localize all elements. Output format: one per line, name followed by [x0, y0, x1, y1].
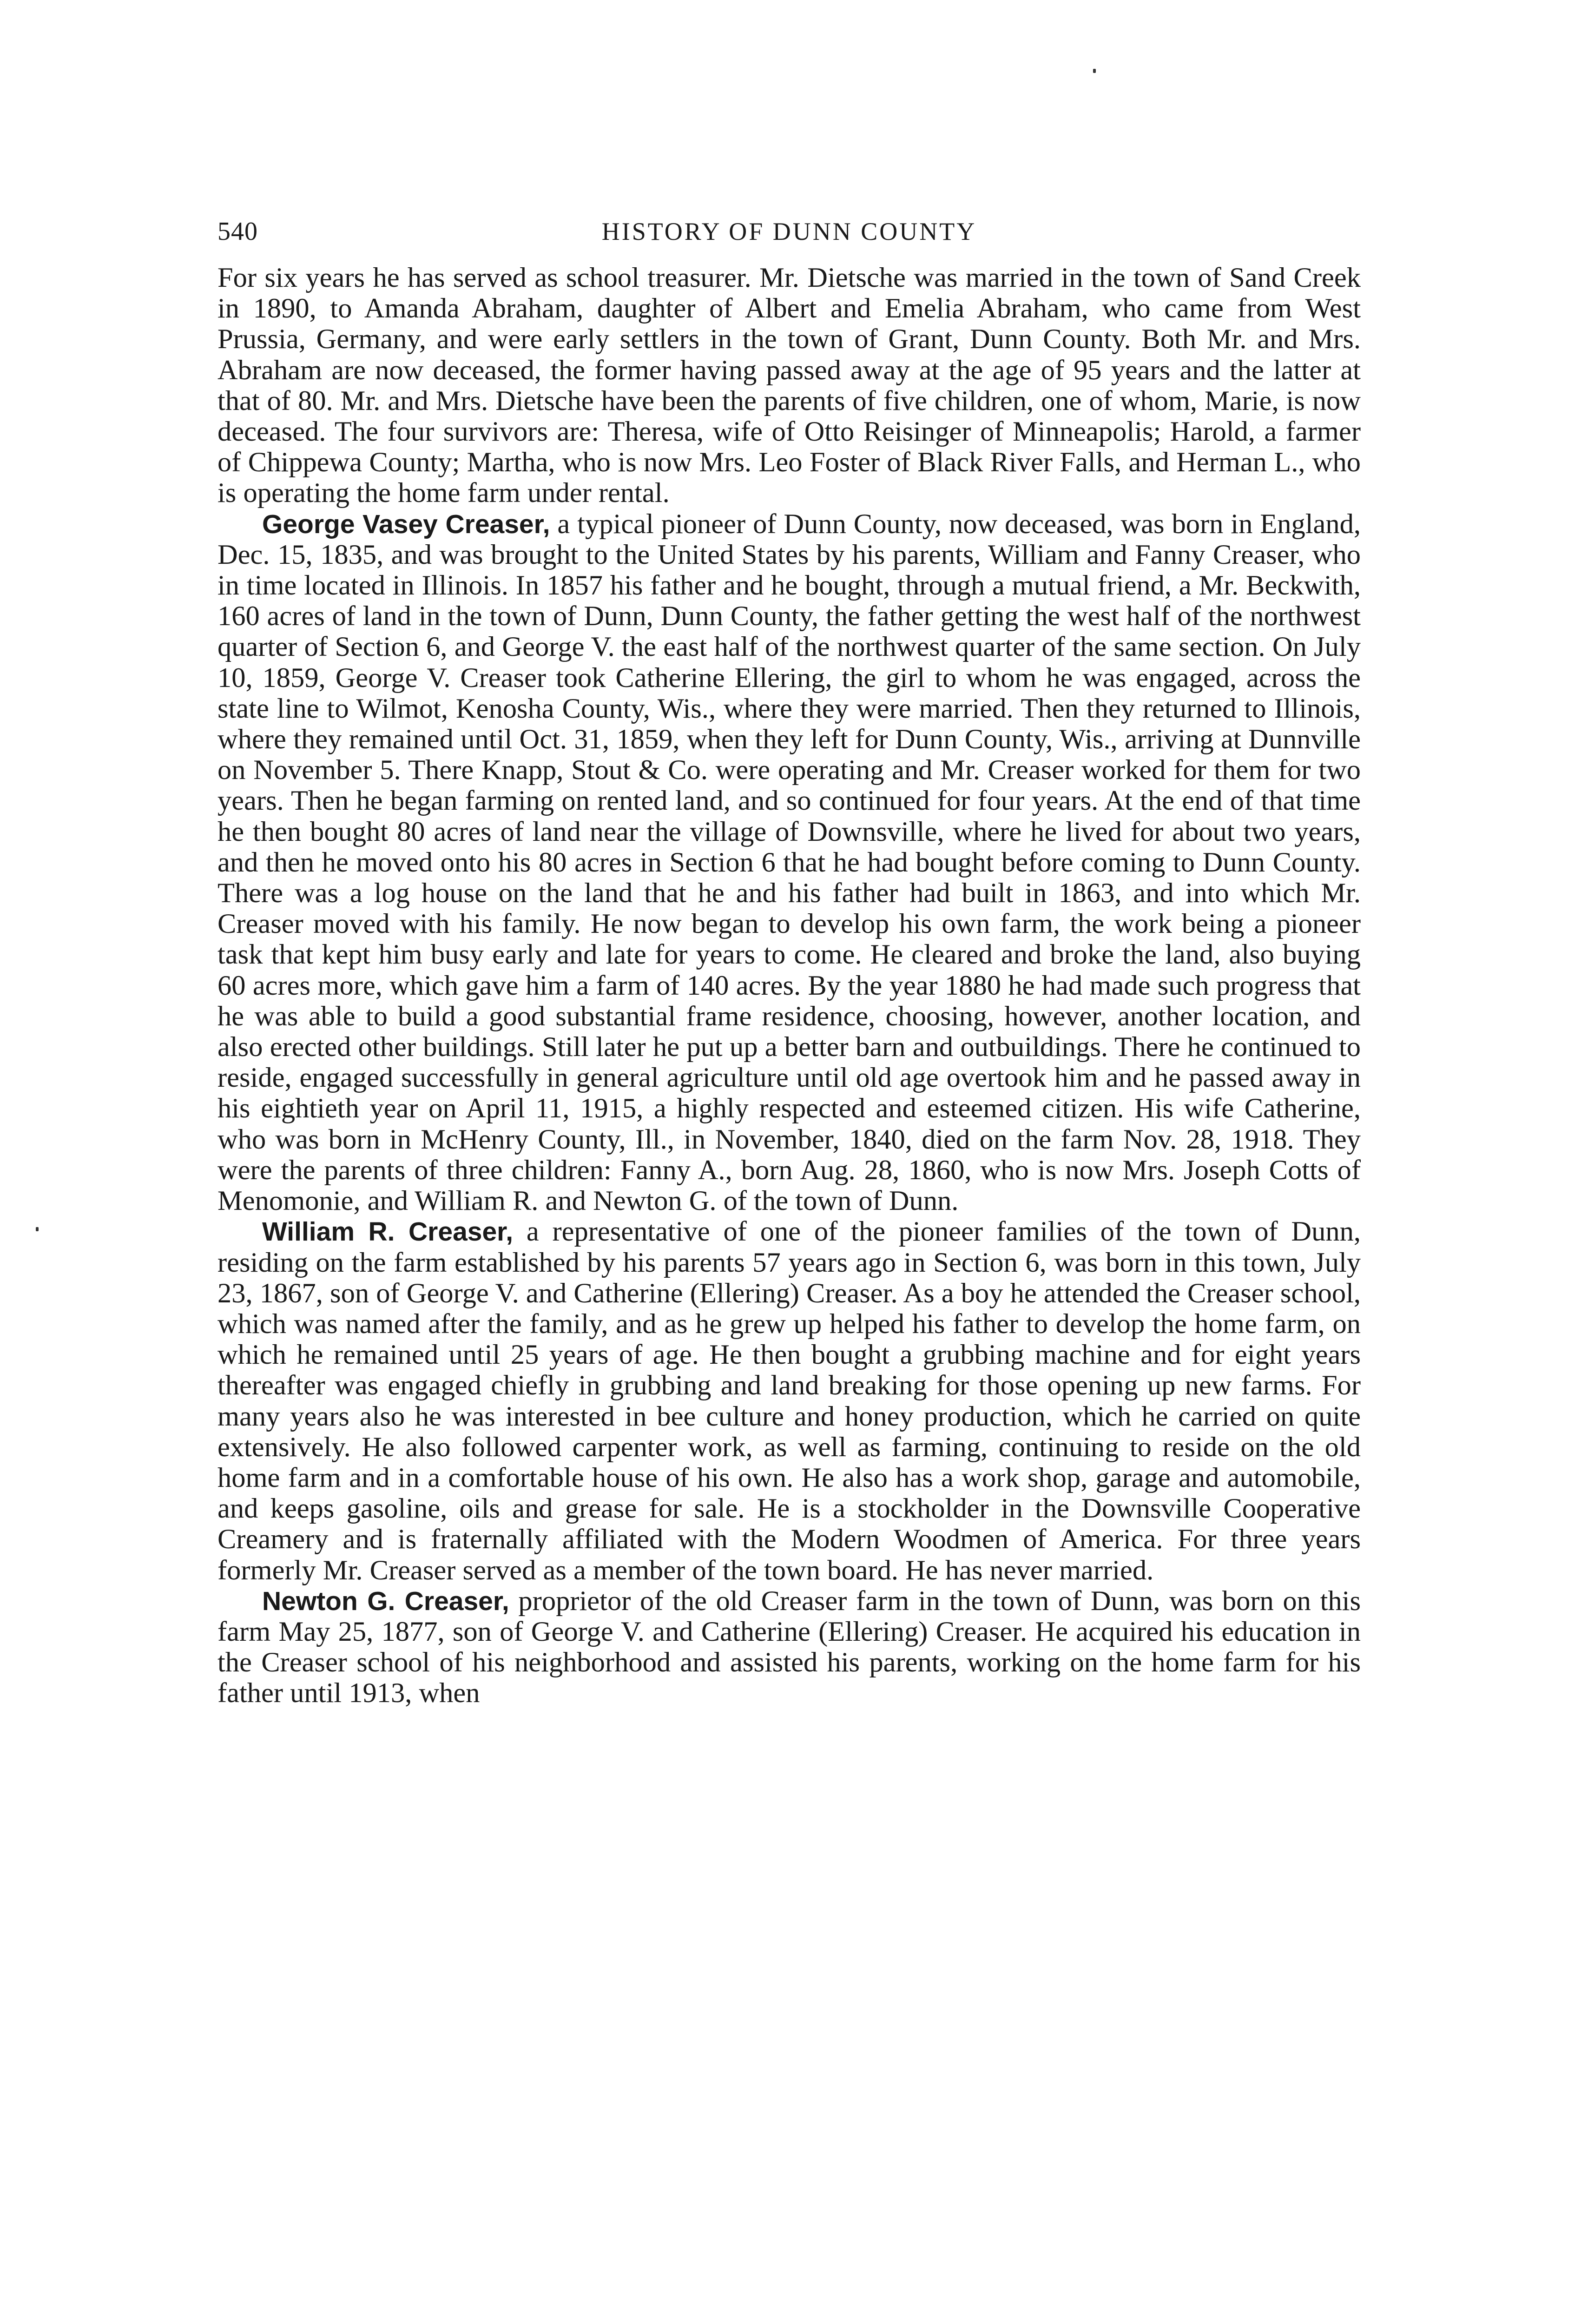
paragraph-dietsche-continued: [217, 263, 1361, 509]
page-header: [217, 213, 1361, 250]
paragraph-george-vasey-creaser: [217, 509, 1361, 1217]
page-body: [217, 263, 1361, 1709]
paragraph-text: For six years he has served as school treasurer. Mr. Dietsche was married in the town of Sand Creek in 1890, to Amanda Abraham, daughter of Albert and Emelia Abraham, who came from West Prussia, Germany, and were early settlers in the town of Grant, Dunn County. Both Mr. and Mrs. Abraham are now deceased, the former having passed away at the age of 95 years and the latter at that of 80. Mr. and Mrs. Dietsche have been the parents of five children, one of whom, Marie, is now deceased. The four survivors are: Theresa, wife of Otto Reisinger of Minneapolis; Harold, a farmer of Chippewa County; Martha, who is now Mrs. Leo Foster of Black River Falls, and Herman L., who is operating the home farm under rental.: [217, 262, 1361, 509]
running-title: HISTORY OF DUNN COUNTY: [601, 218, 977, 245]
scan-speck: [1093, 69, 1096, 73]
biography-name: William R. Creaser,: [262, 1217, 514, 1247]
biography-name: George Vasey Creaser,: [262, 509, 550, 539]
page-number: 540: [217, 217, 258, 246]
paragraph-text: a typical pioneer of Dunn County, now deceased, was born in England, Dec. 15, 1835, and was brought to the United States by his parents, William and Fanny Creaser, who in time located in Illinois. In 1857 his father and he bought, through a mutual friend, a Mr. Beckwith, 160 acres of land in the town of Dunn, Dunn County, the father getting the west half of the northwest quarter of Section 6, and George V. the east half of the northwest quarter of the same section. On July 10, 1859, George V. Creaser took Catherine Ellering, the girl to whom he was engaged, across the state line to Wilmot, Kenosha County, Wis., where they were married. Then they returned to Illinois, where they remained until Oct. 31, 1859, when they left for Dunn County, Wis., arriving at Dunnville on November 5. There Knapp, Stout & Co. were operating and Mr. Creaser worked for them for two years. Then he began farming on rented land, and so continued for four years. At the end of that time he then bought 80 acres of land near the village of Downsville, where he lived for about two years, and then he moved onto his 80 acres in Section 6 that he had bought before coming to Dunn County. There was a log house on the land that he and his father had built in 1863, and into which Mr. Creaser moved with his family. He now began to develop his own farm, the work being a pioneer task that kept him busy early and late for years to come. He cleared and broke the land, also buying 60 acres more, which gave him a farm of 140 acres. By the year 1880 he had made such progress that he was able to build a good substantial frame residence, choosing, however, another location, and also erected other buildings. Still later he put up a better barn and outbuildings. There he continued to reside, engaged successfully in general agriculture until old age overtook him and he passed away in his eightieth year on April 11, 1915, a highly respected and esteemed citizen. His wife Catherine, who was born in McHenry County, Ill., in November, 1840, died on the farm Nov. 28, 1918. They were the parents of three children: Fanny A., born Aug. 28, 1860, who is now Mrs. Joseph Cotts of Menomonie, and William R. and Newton G. of the town of Dunn.: [217, 508, 1361, 1217]
paragraph-text: proprietor of the old Creaser farm in the town of Dunn, was born on this farm May 25, 1877, son of George V. and Catherine (Ellering) Creaser. He acquired his education in the Creaser school of his neighborhood and assisted his parents, working on the home farm for his father until 1913, when: [217, 1585, 1361, 1709]
paragraph-newton-g-creaser: [217, 1586, 1361, 1709]
scan-speck: [36, 1227, 39, 1231]
biography-name: Newton G. Creaser,: [262, 1586, 509, 1616]
paragraph-william-r-creaser: [217, 1216, 1361, 1585]
paragraph-text: a representative of one of the pioneer families of the town of Dunn, residing on the farm established by his parents 57 years ago in Section 6, was born in this town, July 23, 1867, son of George V. and Catherine (Ellering) Creaser. As a boy he attended the Creaser school, which was named after the family, and as he grew up helped his father to develop the home farm, on which he remained until 25 years of age. He then bought a grubbing machine and for eight years thereafter was engaged chiefly in grubbing and land breaking for those opening up new farms. For many years also he was interested in bee culture and honey production, which he carried on quite extensively. He also followed carpenter work, as well as farming, continuing to reside on the old home farm and in a comfortable house of his own. He also has a work shop, garage and automobile, and keeps gasoline, oils and grease for sale. He is a stockholder in the Downsville Cooperative Creamery and is fraternally affiliated with the Modern Woodmen of America. For three years formerly Mr. Creaser served as a member of the town board. He has never married.: [217, 1216, 1361, 1586]
